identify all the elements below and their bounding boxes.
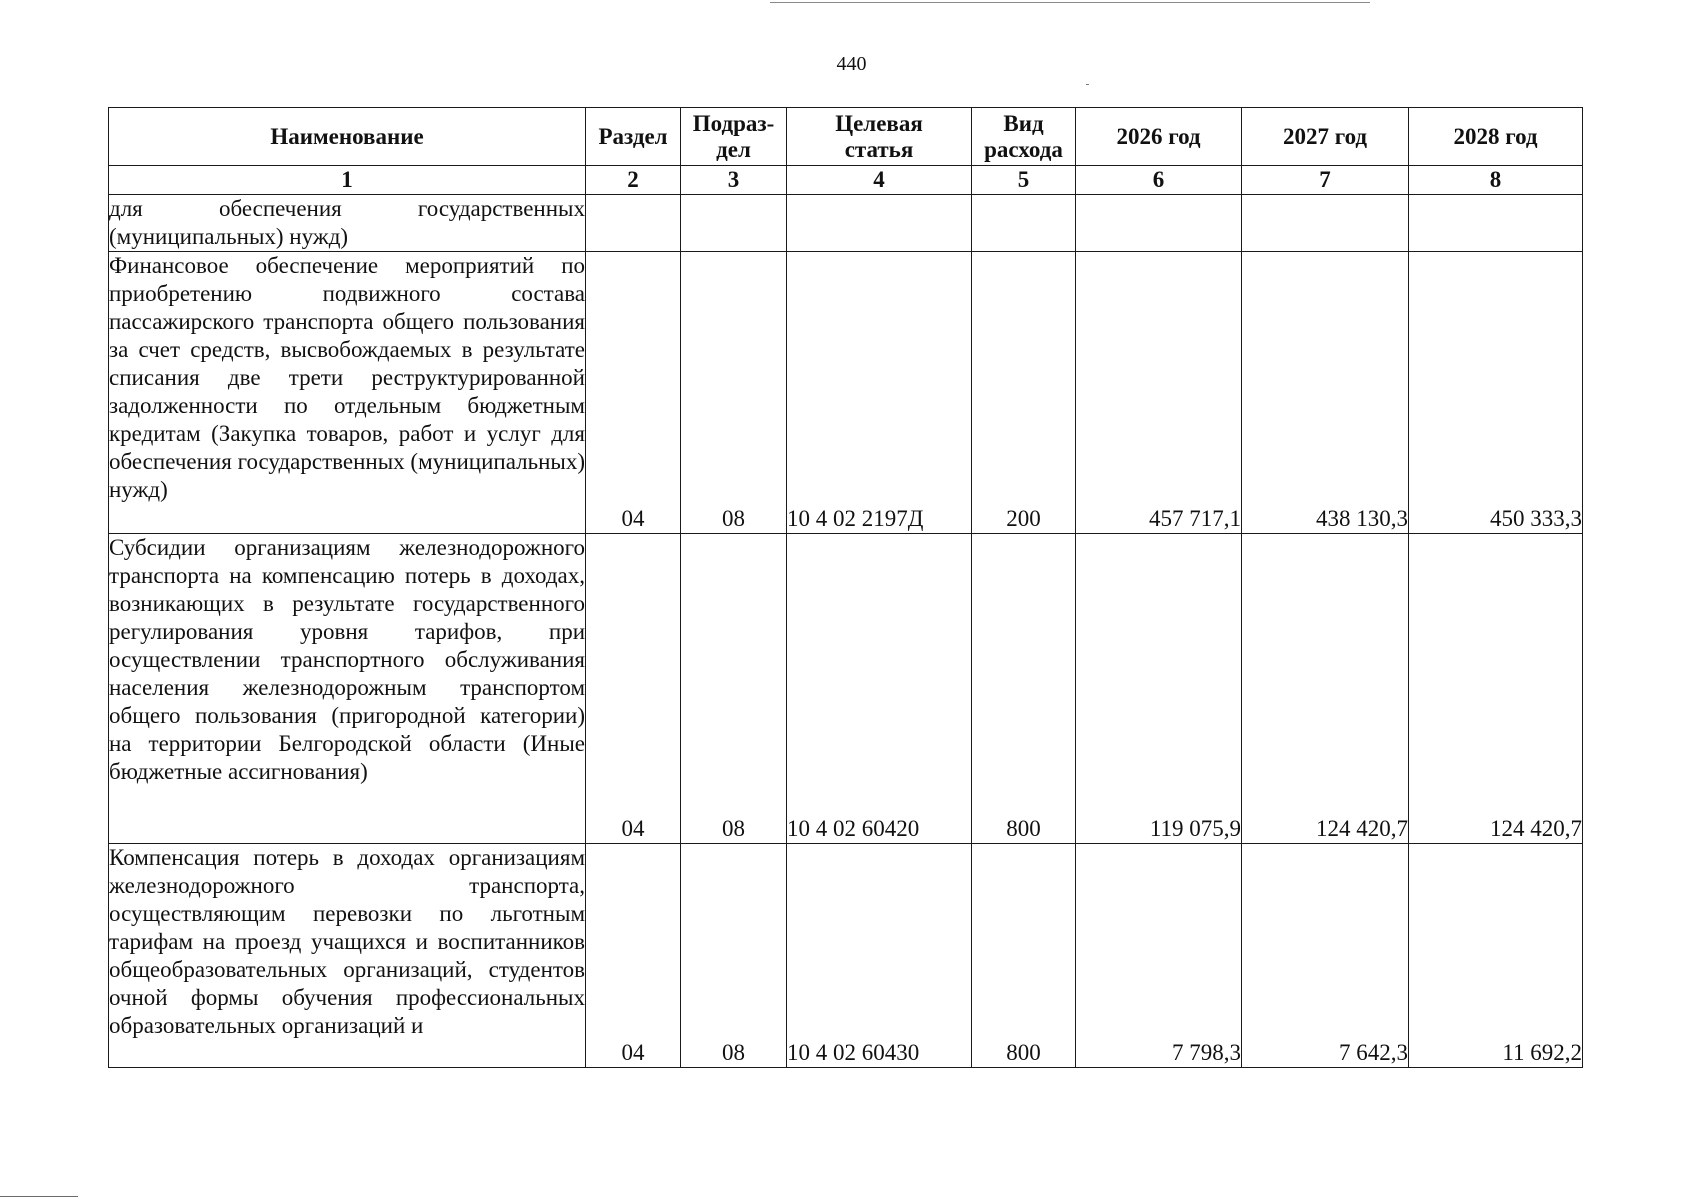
column-number: 6 — [1076, 166, 1242, 195]
row-subsection — [681, 195, 787, 252]
column-number: 4 — [787, 166, 972, 195]
column-number: 5 — [972, 166, 1076, 195]
header-year-2026: 2026 год — [1076, 108, 1242, 166]
row-section: 04 — [586, 252, 681, 534]
page-number: 440 — [836, 53, 867, 75]
row-section — [586, 195, 681, 252]
row-subsection: 08 — [681, 844, 787, 1068]
table-row — [109, 195, 1583, 252]
row-target-article: 10 4 02 2197Д — [787, 252, 972, 534]
header-subsection: Подраз- дел — [681, 108, 787, 166]
row-subsection: 08 — [681, 534, 787, 844]
row-amount-2028 — [1409, 195, 1583, 252]
row-target-article: 10 4 02 60420 — [787, 534, 972, 844]
table-row — [109, 252, 1583, 534]
scan-artifact-top-line — [770, 2, 1370, 3]
row-section: 04 — [586, 534, 681, 844]
header-year-2028: 2028 год — [1409, 108, 1583, 166]
row-amount-2028: 450 333,3 — [1409, 252, 1583, 534]
scan-artifact-bottom-line — [0, 1196, 78, 1197]
row-expense-type — [972, 195, 1076, 252]
row-amount-2027: 124 420,7 — [1242, 534, 1409, 844]
table-row — [109, 844, 1583, 1068]
row-amount-2026: 119 075,9 — [1076, 534, 1242, 844]
row-name: Субсидии организациям железнодорожного транспорта на компенсацию потерь в доходах, возникающих в результате государственного регулирования уровня тарифов, при осуществлении транспортного обслуживания населения железнодорожным транспортом общего пользования (пригородной категории) на территории Белгородской области (Иные бюджетные ассигнования) — [109, 534, 586, 844]
row-name: Компенсация потерь в доходах организациям железнодорожного транспорта, осуществляющим перевозки по льготным тарифам на проезд учащихся и воспитанников общеобразовательных организаций, студентов очной формы обучения профессиональных образовательных организаций и — [109, 844, 586, 1068]
row-amount-2027 — [1242, 195, 1409, 252]
row-amount-2026: 457 717,1 — [1076, 252, 1242, 534]
row-amount-2026 — [1076, 195, 1242, 252]
row-expense-type: 800 — [972, 534, 1076, 844]
row-expense-type: 200 — [972, 252, 1076, 534]
header-target-article: Целевая статья — [787, 108, 972, 166]
budget-table — [108, 107, 1583, 1068]
header-expense-type: Вид расхода — [972, 108, 1076, 166]
row-section: 04 — [586, 844, 681, 1068]
row-name: Финансовое обеспечение мероприятий по приобретению подвижного состава пассажирского транспорта общего пользования за счет средств, высвобождаемых в результате списания две трети реструктурированной задолженности по отдельным бюджетным кредитам (Закупка товаров, работ и услуг для обеспечения государственных (муниципальных) нужд) — [109, 252, 586, 534]
row-expense-type: 800 — [972, 844, 1076, 1068]
column-number-row — [109, 166, 1583, 195]
table-row — [109, 534, 1583, 844]
row-target-article: 10 4 02 60430 — [787, 844, 972, 1068]
row-subsection: 08 — [681, 252, 787, 534]
column-number: 8 — [1409, 166, 1583, 195]
column-number: 1 — [109, 166, 586, 195]
header-name: Наименование — [109, 108, 586, 166]
header-section: Раздел — [586, 108, 681, 166]
row-target-article — [787, 195, 972, 252]
scan-artifact-dot — [1086, 84, 1089, 85]
row-amount-2028: 11 692,2 — [1409, 844, 1583, 1068]
table-header-row — [109, 108, 1583, 166]
header-year-2027: 2027 год — [1242, 108, 1409, 166]
row-amount-2027: 438 130,3 — [1242, 252, 1409, 534]
row-amount-2027: 7 642,3 — [1242, 844, 1409, 1068]
row-amount-2028: 124 420,7 — [1409, 534, 1583, 844]
column-number: 2 — [586, 166, 681, 195]
column-number: 3 — [681, 166, 787, 195]
row-name: для обеспечения государственных (муниципальных) нужд) — [109, 195, 586, 252]
column-number: 7 — [1242, 166, 1409, 195]
row-amount-2026: 7 798,3 — [1076, 844, 1242, 1068]
